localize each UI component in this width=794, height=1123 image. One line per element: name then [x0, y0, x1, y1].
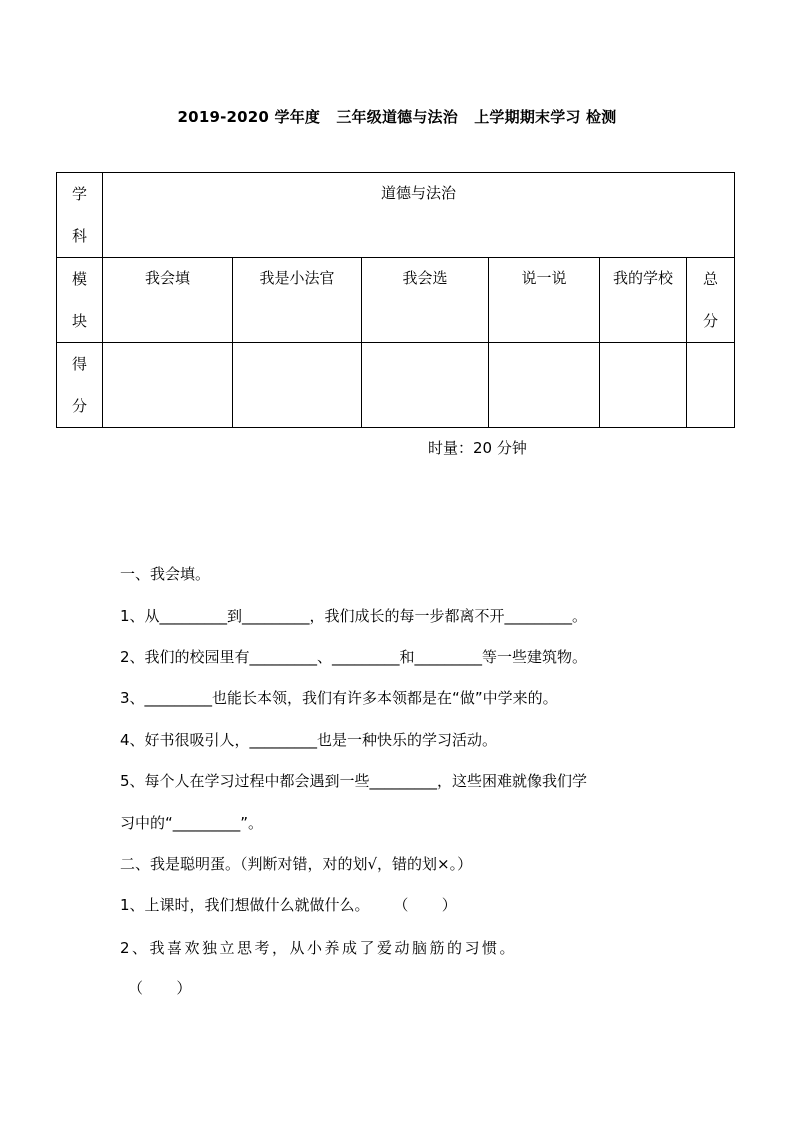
- module-cell: [600, 258, 687, 343]
- score-label-cell: [57, 343, 103, 428]
- subject-label: 学科: [72, 185, 88, 245]
- subject-value: 道德与法治: [381, 184, 457, 202]
- subject-row: [57, 173, 735, 258]
- module-cell: [103, 258, 233, 343]
- module-cell: [233, 258, 362, 343]
- answer-parentheses: （ ）: [128, 979, 192, 997]
- score-input-cell[interactable]: [362, 343, 489, 428]
- score-input-cell[interactable]: [489, 343, 600, 428]
- total-label: 总分: [703, 270, 719, 330]
- score-input-cell[interactable]: [687, 343, 735, 428]
- module-row: [57, 258, 735, 343]
- subject-label-cell: [57, 173, 103, 258]
- question-1-1: 1、从_________到_________，我们成长的每一步都离不开_________。: [120, 607, 588, 625]
- subject-value-cell: [103, 173, 735, 258]
- section-2-heading: 二、我是聪明蛋。（判断对错，对的划√，错的划×。）: [120, 855, 473, 873]
- module-name: 我的学校: [612, 269, 673, 287]
- module-name: 我会填: [144, 269, 190, 287]
- score-label: 得分: [72, 355, 88, 415]
- question-1-2: 2、我们的校园里有_________、_________和_________等一些建筑物。: [120, 648, 588, 666]
- module-name: 说一说: [521, 269, 567, 287]
- module-label-cell: [57, 258, 103, 343]
- total-label-cell: [687, 258, 735, 343]
- module-cell: [362, 258, 489, 343]
- score-table: [56, 172, 735, 428]
- module-name: 我是小法官: [259, 269, 335, 287]
- time-note: 时量：20 分钟: [428, 439, 527, 457]
- score-row: [57, 343, 735, 428]
- section-1-heading: 一、我会填。: [120, 565, 211, 583]
- question-1-5-cont: 习中的“_________”。: [120, 814, 264, 832]
- question-1-5: 5、每个人在学习过程中都会遇到一些_________，这些困难就像我们学: [120, 772, 588, 790]
- question-1-3: 3、_________也能长本领，我们有许多本领都是在“做”中学来的。: [120, 689, 558, 707]
- module-name: 我会选: [402, 269, 448, 287]
- question-1-4: 4、好书很吸引人，_________也是一种快乐的学习活动。: [120, 731, 498, 749]
- page-title: 2019-2020 学年度 三年级道德与法治 上学期期末学习 检测: [177, 108, 617, 126]
- module-cell: [489, 258, 600, 343]
- score-input-cell[interactable]: [600, 343, 687, 428]
- score-input-cell[interactable]: [103, 343, 233, 428]
- question-2-1: 1、上课时，我们想做什么就做什么。 （ ）: [120, 896, 457, 914]
- module-label: 模块: [72, 270, 88, 330]
- score-input-cell[interactable]: [233, 343, 362, 428]
- question-2-2: 2、我喜欢独立思考，从小养成了爱动脑筋的习惯。: [120, 939, 518, 957]
